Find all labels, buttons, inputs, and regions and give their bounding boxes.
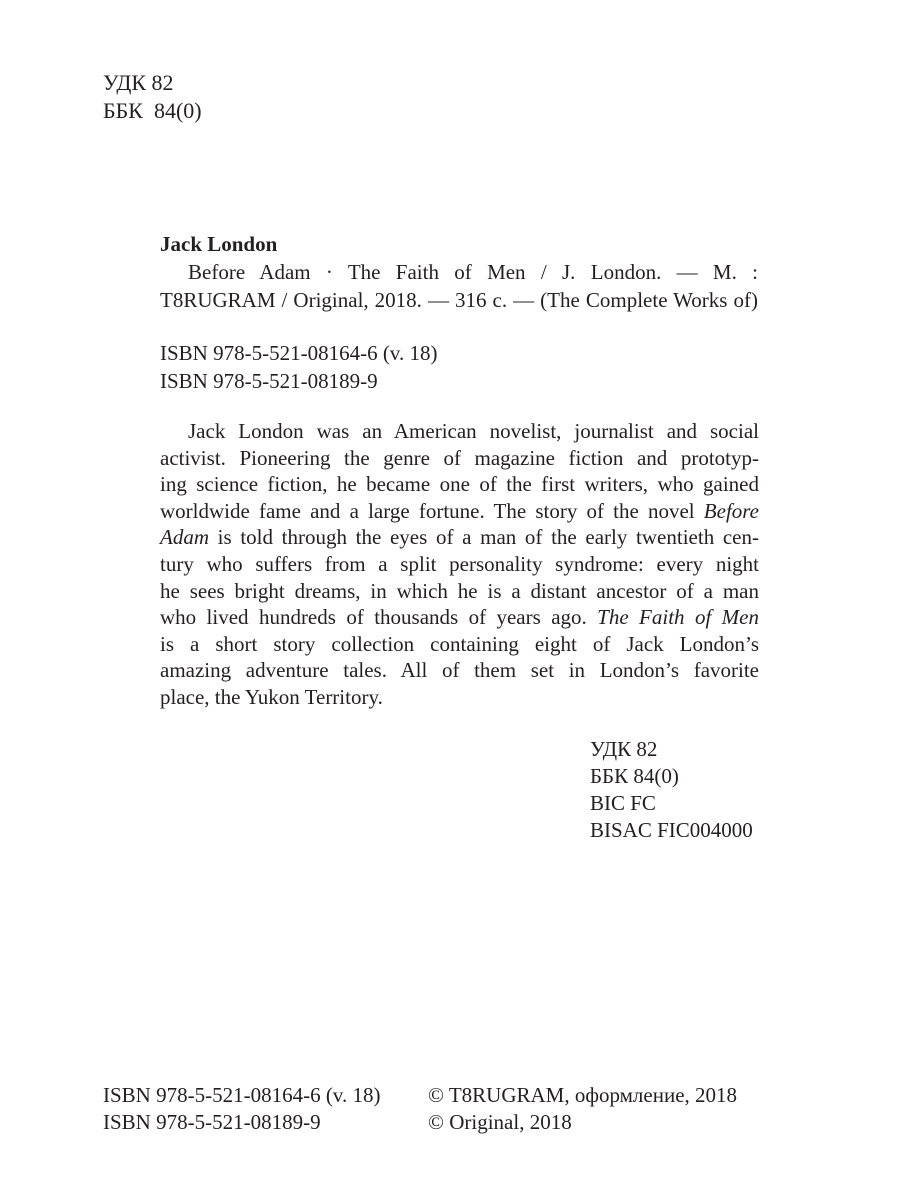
copyright-design: © T8RUGRAM, оформление, 2018 — [428, 1083, 738, 1107]
annotation-line: is a short story collection containing eight of Jack London’s — [160, 631, 759, 656]
bibliographic-record — [160, 230, 758, 314]
footer-copyright-block — [428, 1082, 737, 1136]
annotation-line: Jack London was an American novelist, journalist and social — [188, 419, 759, 443]
annotation-line — [160, 604, 759, 631]
isbn-set: ISBN 978-5-521-08189-9 — [160, 369, 378, 393]
annotation-text: who lived hundreds of thousands of years ago. — [160, 605, 598, 630]
footer-isbn-block — [103, 1082, 380, 1136]
copyright-original: © Original, 2018 — [428, 1110, 572, 1134]
bibliographic-line-1: Before Adam · The Faith of Men / J. London. — M. : — [188, 260, 758, 284]
annotation-line — [160, 498, 759, 525]
annotation-line: tury who suffers from a split personality syndrome: every night — [160, 551, 759, 576]
footer-isbn-set: ISBN 978-5-521-08189-9 — [103, 1110, 321, 1134]
bbk-code: ББК 84(0) — [103, 98, 202, 123]
bbk-code: ББК 84(0) — [590, 764, 679, 788]
annotation-line: place, the Yukon Territory. — [160, 684, 383, 709]
annotation-text: is told through the eyes of a man of the early twentieth cen- — [209, 525, 759, 550]
annotation-line: amazing adventure tales. All of them set in London’s favorite — [160, 658, 759, 683]
annotation-line: ing science fiction, he became one of the first writers, who gained — [160, 472, 759, 497]
bic-code: BIC FC — [590, 791, 656, 815]
udk-code: УДК 82 — [103, 70, 174, 95]
footer-isbn-volume: ISBN 978-5-521-08164-6 (v. 18) — [103, 1083, 381, 1107]
isbn-block — [160, 339, 437, 395]
annotation-text: worldwide fame and a large fortune. The story of the novel — [160, 498, 704, 523]
bibliographic-line-2: T8RUGRAM / Original, 2018. — 316 с. — (The Complete Works of) — [160, 288, 758, 312]
annotation-paragraph — [160, 418, 759, 711]
udk-code: УДК 82 — [590, 737, 658, 761]
book-title-italic: Before — [703, 498, 759, 523]
book-title-italic: Adam — [160, 525, 209, 550]
annotation-line: he sees bright dreams, in which he is a distant ancestor of a man — [160, 578, 759, 603]
annotation-line — [160, 524, 759, 551]
author-name: Jack London — [160, 232, 278, 256]
book-title-italic: The Faith of Men — [597, 605, 759, 630]
top-classification-codes — [103, 69, 202, 125]
isbn-volume: ISBN 978-5-521-08164-6 (v. 18) — [160, 341, 438, 365]
classification-codes-block — [590, 736, 753, 844]
annotation-line: activist. Pioneering the genre of magazine fiction and prototyp- — [160, 445, 759, 470]
bisac-code: BISAC FIC004000 — [590, 818, 753, 842]
